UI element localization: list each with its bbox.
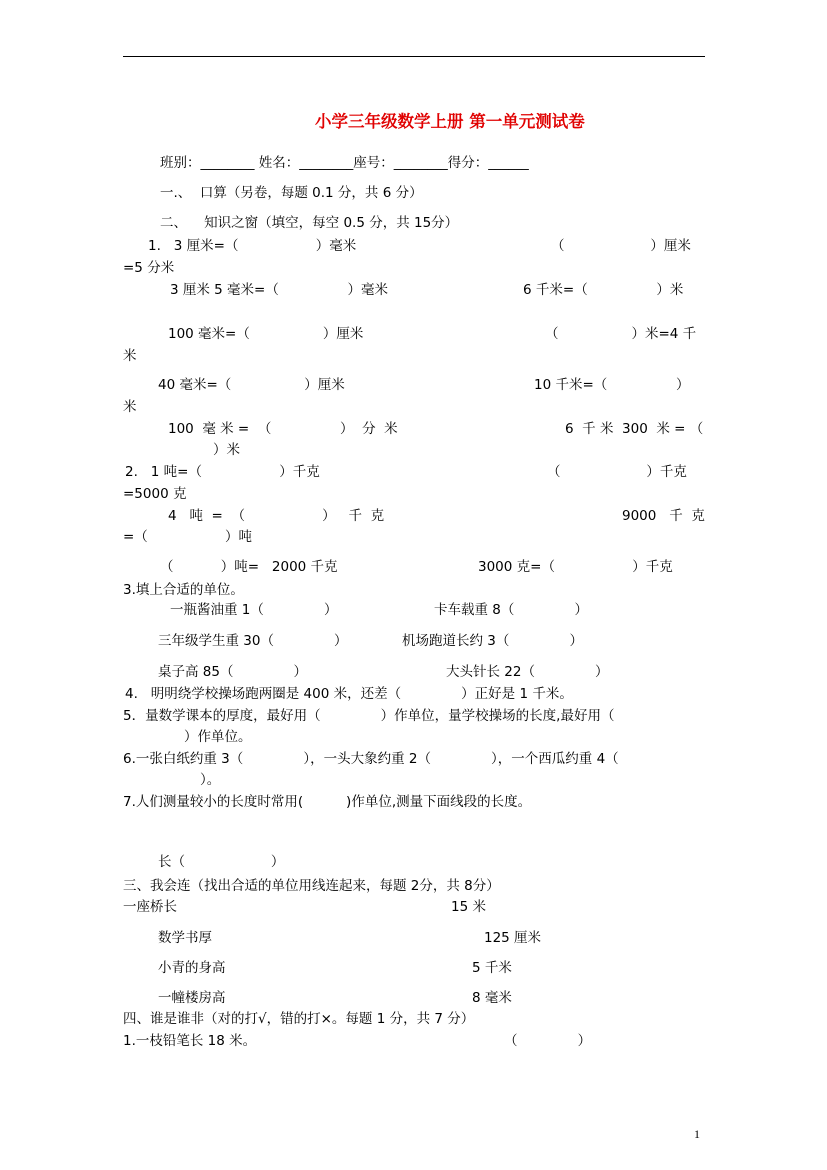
q2-a-wrap: =5000 克 (123, 486, 187, 502)
q2-b-right: 9000 千 克 (622, 508, 705, 524)
judge-q1-answer-paren: （ ） (504, 1033, 592, 1049)
q3-a-right: 卡车载重 8（ ） (434, 602, 588, 618)
q1-c-left: 100 毫米=（ ）厘米 (168, 326, 364, 342)
q3-a-left: 一瓶酱油重 1（ ） (170, 602, 338, 618)
match-left-item: 一幢楼房高 (158, 990, 226, 1006)
q1-b-right: 6 千米=（ ）米 (523, 282, 684, 298)
q1-a-wrap: =5 分米 (123, 260, 175, 276)
q1-d-wrap: 米 (123, 399, 137, 415)
q1-a-left: 1. 3 厘米=（ ）毫米 (148, 238, 357, 254)
q3-heading: 3.填上合适的单位。 (123, 582, 244, 598)
q1-c-wrap: 米 (123, 348, 137, 364)
q3-c-left: 桌子高 85（ ） (158, 664, 308, 680)
page-title: 小学三年级数学上册 第一单元测试卷 (315, 112, 585, 131)
q1-e-wrap: ）米 (213, 442, 240, 458)
q3-b-right: 机场跑道长约 3（ ） (402, 633, 583, 649)
q6-wrap: ）。 (200, 772, 221, 788)
match-left-item: 数学书厚 (158, 930, 212, 946)
q1-c-right: （ ）米=4 千 (545, 326, 697, 342)
q2-b-wrap: =（ ）吨 (123, 529, 253, 545)
match-right-item: 5 千米 (472, 960, 512, 976)
section1-heading: 一.、 口算（另卷，每题 0.1 分，共 6 分） (160, 185, 423, 201)
q1-b-left: 3 厘米 5 毫米=（ ）毫米 (170, 282, 389, 298)
student-info-line: 班别：________ 姓名：________座号：________得分：______ (160, 155, 529, 171)
page-number: 1 (694, 1127, 700, 1141)
q2-b-left: 4 吨 = （ ） 千 克 (168, 508, 385, 524)
q1-d-left: 40 毫米=（ ）厘米 (158, 377, 345, 393)
q2-c-left: （ ）吨= 2000 千克 (160, 559, 338, 575)
q1-e-right: 6 千 米 300 米 = （ (565, 421, 704, 437)
q6: 6.一张白纸约重 3（ ），一头大象约重 2（ ），一个西瓜约重 4（ (123, 751, 619, 767)
q1-e-left: 100 毫 米 = （ ） 分 米 (168, 421, 398, 437)
q4: 4. 明明绕学校操场跑两圈是 400 米，还差（ ）正好是 1 千米。 (125, 686, 573, 702)
match-left-item: 小青的身高 (158, 960, 226, 976)
q7: 7.人们测量较小的长度时常用( )作单位,测量下面线段的长度。 (123, 794, 532, 810)
match-right-item: 15 米 (451, 899, 486, 915)
q2-a-right: （ ）千克 (547, 464, 687, 480)
q7-answer: 长（ ） (158, 854, 285, 870)
q2-a-left: 2. 1 吨=（ ）千克 (125, 464, 320, 480)
q3-c-right: 大头针长 22（ ） (446, 664, 609, 680)
q5: 5．量数学课本的厚度，最好用（ ）作单位，量学校操场的长度,最好用（ (123, 708, 615, 724)
match-right-item: 8 毫米 (472, 990, 512, 1006)
section4-heading: 四、谁是谁非（对的打√，错的打×。每题 1 分，共 7 分） (123, 1011, 475, 1027)
q3-b-left: 三年级学生重 30（ ） (158, 633, 348, 649)
judge-q1: 1.一枝铅笔长 18 米。 (123, 1033, 257, 1049)
match-left-item: 一座桥长 (123, 899, 177, 915)
section2-heading: 二、 知识之窗（填空，每空 0.5 分，共 15分） (160, 215, 459, 231)
q2-c-right: 3000 克=（ ）千克 (478, 559, 673, 575)
header-rule (123, 56, 705, 57)
q5-wrap: ）作单位。 (184, 729, 252, 745)
match-right-item: 125 厘米 (484, 930, 542, 946)
q1-d-right: 10 千米=（ ） (534, 377, 690, 393)
q1-a-right: （ ）厘米 (551, 238, 691, 254)
section3-heading: 三、我会连（找出合适的单位用线连起来，每题 2分，共 8分） (123, 878, 500, 894)
